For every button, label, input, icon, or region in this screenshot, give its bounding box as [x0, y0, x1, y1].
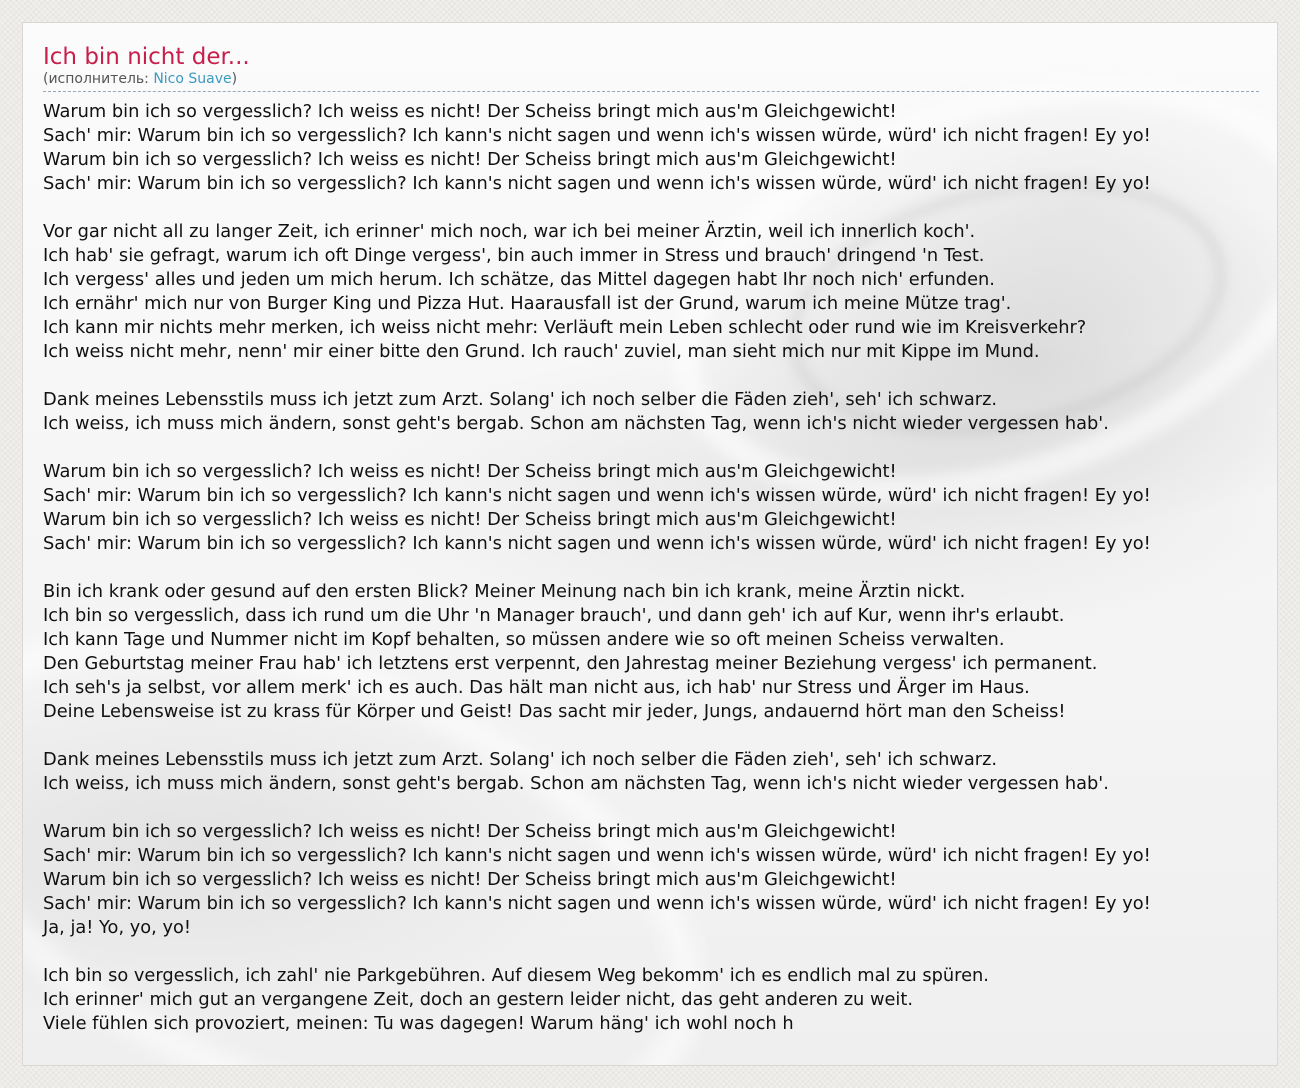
lyric-line: Ich kann Tage und Nummer nicht im Kopf behalten, so müssen andere wie so oft meinen Scheiss verwalten.: [43, 629, 1005, 650]
lyric-line: Ich vergess' alles und jeden um mich herum. Ich schätze, das Mittel dagegen habt Ihr noch nich' erfunden.: [43, 269, 995, 290]
lyric-line: Dank meines Lebensstils muss ich jetzt zum Arzt. Solang' ich noch selber die Fäden zieh', seh' ich schwarz.: [43, 749, 998, 770]
lyric-line: Ich bin so vergesslich, dass ich rund um die Uhr 'n Manager brauch', und dann geh' ich auf Kur, wenn ihr's erlaubt.: [43, 605, 1065, 626]
lyric-line: Deine Lebensweise ist zu krass für Körper und Geist! Das sacht mir jeder, Jungs, andauernd hört man den Scheiss!: [43, 701, 1066, 722]
lyric-line: Bin ich krank oder gesund auf den ersten Blick? Meiner Meinung nach bin ich krank, meine Ärztin nickt.: [43, 581, 966, 602]
lyric-line: Ich weiss nicht mehr, nenn' mir einer bitte den Grund. Ich rauch' zuviel, man sieht mich nur mit Kippe im Mund.: [43, 341, 1040, 362]
lyric-line: Ich hab' sie gefragt, warum ich oft Dinge vergess', bin auch immer in Stress und brauch' dringend 'n Test.: [43, 245, 985, 266]
lyric-line: Sach' mir: Warum bin ich so vergesslich? Ich kann's nicht sagen und wenn ich's wissen würde, würd' ich nicht fragen! Ey yo!: [43, 173, 1151, 194]
stanza-break: [43, 940, 1278, 964]
stanza-break: [43, 196, 1278, 220]
lyric-line: Warum bin ich so vergesslich? Ich weiss es nicht! Der Scheiss bringt mich aus'm Gleichgewicht!: [43, 869, 897, 890]
lyrics-text: [43, 100, 1278, 1036]
song-header: [43, 43, 1259, 92]
stanza-break: [43, 724, 1278, 748]
stanza-break: [43, 364, 1278, 388]
lyric-line: Viele fühlen sich provoziert, meinen: Tu was dagegen! Warum häng' ich wohl noch h: [43, 1013, 794, 1034]
lyric-line: Ich weiss, ich muss mich ändern, sonst geht's bergab. Schon am nächsten Tag, wenn ich's nicht wieder vergessen hab'.: [43, 773, 1109, 794]
lyric-line: Ich bin so vergesslich, ich zahl' nie Parkgebühren. Auf diesem Weg bekomm' ich es endlich mal zu spüren.: [43, 965, 989, 986]
lyric-line: Den Geburtstag meiner Frau hab' ich letztens erst verpennt, den Jahrestag meiner Beziehung vergess' ich permanent.: [43, 653, 1098, 674]
artist-prefix: (исполнитель:: [43, 71, 154, 87]
stanza-break: [43, 436, 1278, 460]
artist-link[interactable]: Nico Suave: [153, 71, 232, 87]
lyric-line: Vor gar nicht all zu langer Zeit, ich erinner' mich noch, war ich bei meiner Ärztin, weil ich innerlich koch'.: [43, 221, 976, 242]
stanza-break: [43, 556, 1278, 580]
lyric-line: Sach' mir: Warum bin ich so vergesslich? Ich kann's nicht sagen und wenn ich's wissen würde, würd' ich nicht fragen! Ey yo!: [43, 485, 1151, 506]
lyric-line: Warum bin ich so vergesslich? Ich weiss es nicht! Der Scheiss bringt mich aus'm Gleichgewicht!: [43, 821, 897, 842]
lyric-line: Sach' mir: Warum bin ich so vergesslich? Ich kann's nicht sagen und wenn ich's wissen würde, würd' ich nicht fragen! Ey yo!: [43, 893, 1151, 914]
lyric-line: Warum bin ich so vergesslich? Ich weiss es nicht! Der Scheiss bringt mich aus'm Gleichgewicht!: [43, 461, 897, 482]
artist-suffix: ): [231, 71, 238, 87]
lyric-line: Ich erinner' mich gut an vergangene Zeit, doch an gestern leider nicht, das geht anderen zu weit.: [43, 989, 913, 1010]
lyric-line: Warum bin ich so vergesslich? Ich weiss es nicht! Der Scheiss bringt mich aus'm Gleichgewicht!: [43, 509, 897, 530]
lyric-line: Sach' mir: Warum bin ich so vergesslich? Ich kann's nicht sagen und wenn ich's wissen würde, würd' ich nicht fragen! Ey yo!: [43, 533, 1151, 554]
lyric-line: Ich kann mir nichts mehr merken, ich weiss nicht mehr: Verläuft mein Leben schlecht oder rund wie im Kreisverkehr?: [43, 317, 1087, 338]
lyric-line: Ich seh's ja selbst, vor allem merk' ich es auch. Das hält man nicht aus, ich hab' nur Stress und Ärger im Haus.: [43, 677, 1030, 698]
lyric-line: Dank meines Lebensstils muss ich jetzt zum Arzt. Solang' ich noch selber die Fäden zieh', seh' ich schwarz.: [43, 389, 998, 410]
lyric-line: Warum bin ich so vergesslich? Ich weiss es nicht! Der Scheiss bringt mich aus'm Gleichgewicht!: [43, 101, 897, 122]
lyric-line: Ich ernähr' mich nur von Burger King und Pizza Hut. Haarausfall ist der Grund, warum ich meine Mütze trag'.: [43, 293, 1012, 314]
lyric-line: Sach' mir: Warum bin ich so vergesslich? Ich kann's nicht sagen und wenn ich's wissen würde, würd' ich nicht fragen! Ey yo!: [43, 125, 1151, 146]
song-title: Ich bin nicht der...: [43, 44, 250, 70]
artist-line: [43, 71, 237, 87]
lyrics-card: [22, 22, 1278, 1066]
lyric-line: Warum bin ich so vergesslich? Ich weiss es nicht! Der Scheiss bringt mich aus'm Gleichgewicht!: [43, 149, 897, 170]
stanza-break: [43, 796, 1278, 820]
lyric-line: Sach' mir: Warum bin ich so vergesslich? Ich kann's nicht sagen und wenn ich's wissen würde, würd' ich nicht fragen! Ey yo!: [43, 845, 1151, 866]
lyric-line: Ja, ja! Yo, yo, yo!: [43, 917, 191, 938]
lyric-line: Ich weiss, ich muss mich ändern, sonst geht's bergab. Schon am nächsten Tag, wenn ich's nicht wieder vergessen hab'.: [43, 413, 1109, 434]
